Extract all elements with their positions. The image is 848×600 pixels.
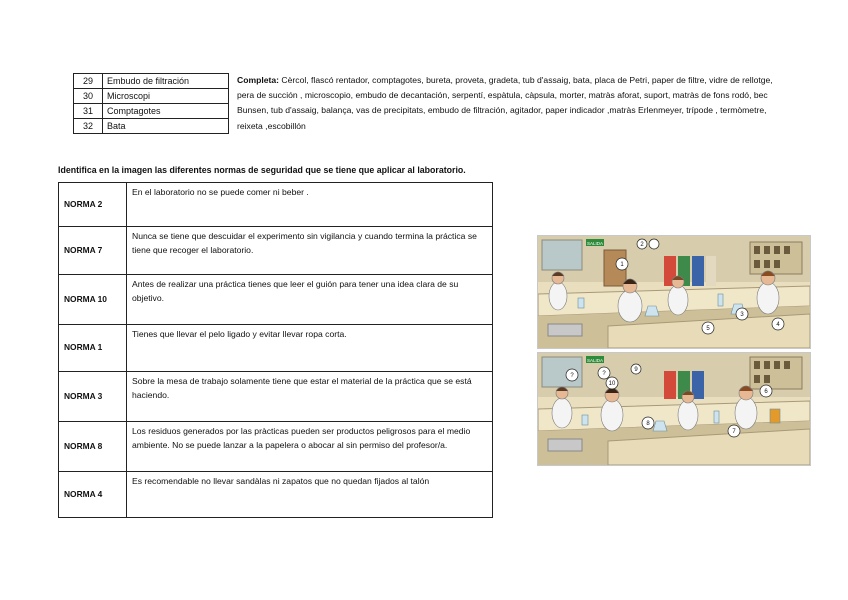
instruction-heading: Identifica en la imagen las diferentes normas de seguridad que se tiene que aplicar al laboratorio. [58,165,466,175]
item-number: 32 [74,119,103,134]
table-row [59,422,493,472]
lab-illustration-bottom [537,352,811,466]
norm-label: NORMA 7 [59,227,127,275]
table-row [59,275,493,325]
table-row [59,227,493,275]
marker-10: 10 [608,381,616,387]
table-row [59,183,493,227]
item-name: Bata [103,119,229,134]
norms-table [58,182,493,518]
table-row [74,119,229,134]
marker-2: 2 [640,242,644,248]
table-row [59,325,493,372]
table-row [59,372,493,422]
norm-label: NORMA 1 [59,325,127,372]
item-number: 29 [74,74,103,89]
lab-scene-bottom-drawing [538,353,810,465]
item-name: Comptagotes [103,104,229,119]
norm-text: En el laboratorio no se puede comer ni beber . [127,183,493,227]
exit-sign-text: SALIDA [586,358,604,363]
table-row [59,472,493,518]
marker-6: 6 [764,389,768,395]
norm-label: NORMA 10 [59,275,127,325]
item-number: 30 [74,89,103,104]
norm-text: Los residuos generados por las pràcticas pueden ser productos peligrosos para el medio ambiente. No se puede lanzar a la papelera o abocar al sin permiso del profesor/a. [127,422,493,472]
norm-label: NORMA 3 [59,372,127,422]
norm-text: Nunca se tiene que descuidar el experimento sin vigilancia y cuando termina la práctica se tiene que recoger el laboratorio. [127,227,493,275]
lab-illustration-top [537,235,811,349]
marker-question-1: ? [570,373,574,379]
lab-scene-top-drawing [538,236,810,348]
norm-text: Es recomendable no llevar sandàlas ni zapatos que no quedan fijados al talón [127,472,493,518]
marker-question-2: ? [602,371,606,377]
table-row [74,74,229,89]
item-name: Embudo de filtración [103,74,229,89]
norm-text: Antes de realizar una práctica tienes que leer el guión para tener una idea clara de su objetivo. [127,275,493,325]
item-number: 31 [74,104,103,119]
marker-4: 4 [776,322,780,328]
complete-paragraph [237,73,777,134]
table-row [74,89,229,104]
norm-text: Tienes que llevar el pelo ligado y evitar llevar ropa corta. [127,325,493,372]
table-row [74,104,229,119]
norm-label: NORMA 4 [59,472,127,518]
marker-9: 9 [634,367,638,373]
marker-1: 1 [620,262,624,268]
complete-text: Cèrcol, flascó rentador, comptagotes, bureta, proveta, gradeta, tub d'assaig, bata, placa de Petri, paper de filtre, vidre de rellotge, pera de succión , microscopio, embudo de decantación, serpentí, espàtula, càpsula, morter, matràs aforat, suport, matràs de fons rodó, bec Bunsen, tub d'assaig, balança, vas de precipitats, embudo de filtración, agitador, paper indicador ,matràs Erlenmeyer, trípode , termòmetre, reixeta ,escobillón [237,75,773,131]
norm-label: NORMA 8 [59,422,127,472]
marker-5: 5 [706,326,710,332]
marker-3: 3 [740,312,744,318]
item-name: Microscopi [103,89,229,104]
norm-text: Sobre la mesa de trabajo solamente tiene que estar el material de la práctica que se está haciendo. [127,372,493,422]
equipment-table [73,73,229,134]
exit-sign-text: SALIDA [586,241,604,246]
marker-8: 8 [646,421,650,427]
norm-label: NORMA 2 [59,183,127,227]
marker-7: 7 [732,429,736,435]
complete-label: Completa: [237,75,280,85]
